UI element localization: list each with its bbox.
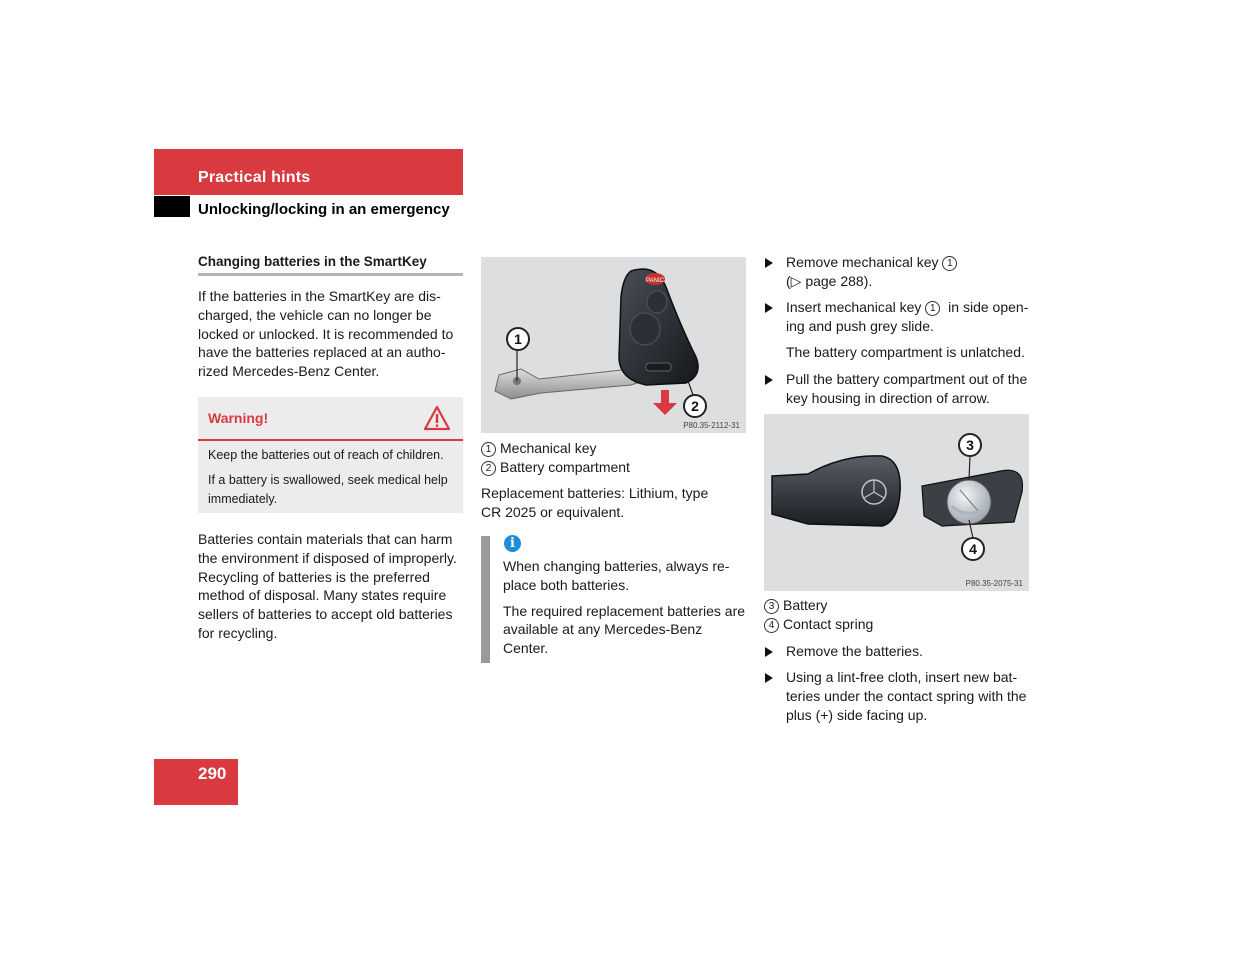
- legend-item: 3 Battery: [764, 596, 1029, 615]
- warning-title: Warning!: [208, 410, 269, 426]
- figure1-legend: [481, 439, 746, 477]
- step-remove-key: Remove mechanical key 1 (▷ page 288).: [786, 253, 1036, 291]
- warning-line: Keep the batteries out of reach of children.: [208, 448, 444, 462]
- callout-3: 3: [958, 433, 982, 457]
- warning-body: [198, 441, 463, 514]
- legend-item: 2 Battery compartment: [481, 458, 746, 477]
- subsection-marker: [154, 196, 190, 217]
- recycling-paragraph: Batteries contain materials that can harm the environment if disposed of improperly. Recycling of batteries is the preferred method of disposal. Many states require sellers of batteries to accept old batteries for recycling.: [198, 531, 457, 641]
- warning-line: If a battery is swallowed, seek medical help: [208, 473, 448, 487]
- warning-triangle-icon: [423, 405, 451, 431]
- battery-figure: [764, 414, 1029, 591]
- step-remove-batteries: Remove the batteries.: [786, 643, 923, 659]
- info-bar: [481, 536, 490, 663]
- step-arrow-icon: [765, 258, 773, 268]
- callout-2: 2: [683, 394, 707, 418]
- svg-text:PANIC: PANIC: [646, 278, 664, 284]
- figure2-legend: [764, 596, 1029, 634]
- info-text: When changing batteries, always re- place both batteries. The required replacement batteries are available at any Mercedes-Benz Center.: [503, 558, 746, 657]
- callout-4: 4: [961, 537, 985, 561]
- legend-item: 4 Contact spring: [764, 615, 1029, 634]
- battery-illustration: [764, 414, 1029, 591]
- callout-1: 1: [506, 327, 530, 351]
- step-pull-compartment: Pull the battery compartment out of the key housing in direction of arrow.: [786, 371, 1028, 406]
- warning-header: [198, 397, 463, 441]
- replacement-batteries: Replacement batteries: Lithium, type CR 2025 or equivalent.: [481, 485, 709, 520]
- step-insert-batteries: Using a lint-free cloth, insert new bat- teries under the contact spring with the plus (+) side facing up.: [786, 669, 1027, 723]
- subsection-title: Unlocking/locking in an emergency: [198, 201, 450, 218]
- figure-code: P80.35-2112-31: [683, 421, 740, 430]
- legend-item: 1 Mechanical key: [481, 439, 746, 458]
- step-arrow-icon: [765, 375, 773, 385]
- step-arrow-icon: [765, 673, 773, 683]
- smartkey-figure: [481, 257, 746, 433]
- warning-line: immediately.: [208, 492, 278, 506]
- step-insert-key: Insert mechanical key 1 in side open- ing and push grey slide.: [786, 299, 1029, 334]
- info-icon: i: [504, 535, 521, 552]
- page-number: 290: [198, 764, 227, 783]
- warning-box: [198, 397, 463, 513]
- step-arrow-icon: [765, 303, 773, 313]
- section-heading: Changing batteries in the SmartKey: [198, 254, 463, 276]
- section-title: Practical hints: [198, 169, 311, 186]
- step-arrow-icon: [765, 647, 773, 657]
- unlatched-note: The battery compartment is unlatched.: [786, 344, 1025, 360]
- intro-paragraph: If the batteries in the SmartKey are dis- charged, the vehicle can no longer be locked or unlocked. It is recommended to have the batteries replaced at an autho- rized Mercedes-Benz Center.: [198, 288, 454, 380]
- figure-code: P80.35-2075-31: [965, 579, 1023, 588]
